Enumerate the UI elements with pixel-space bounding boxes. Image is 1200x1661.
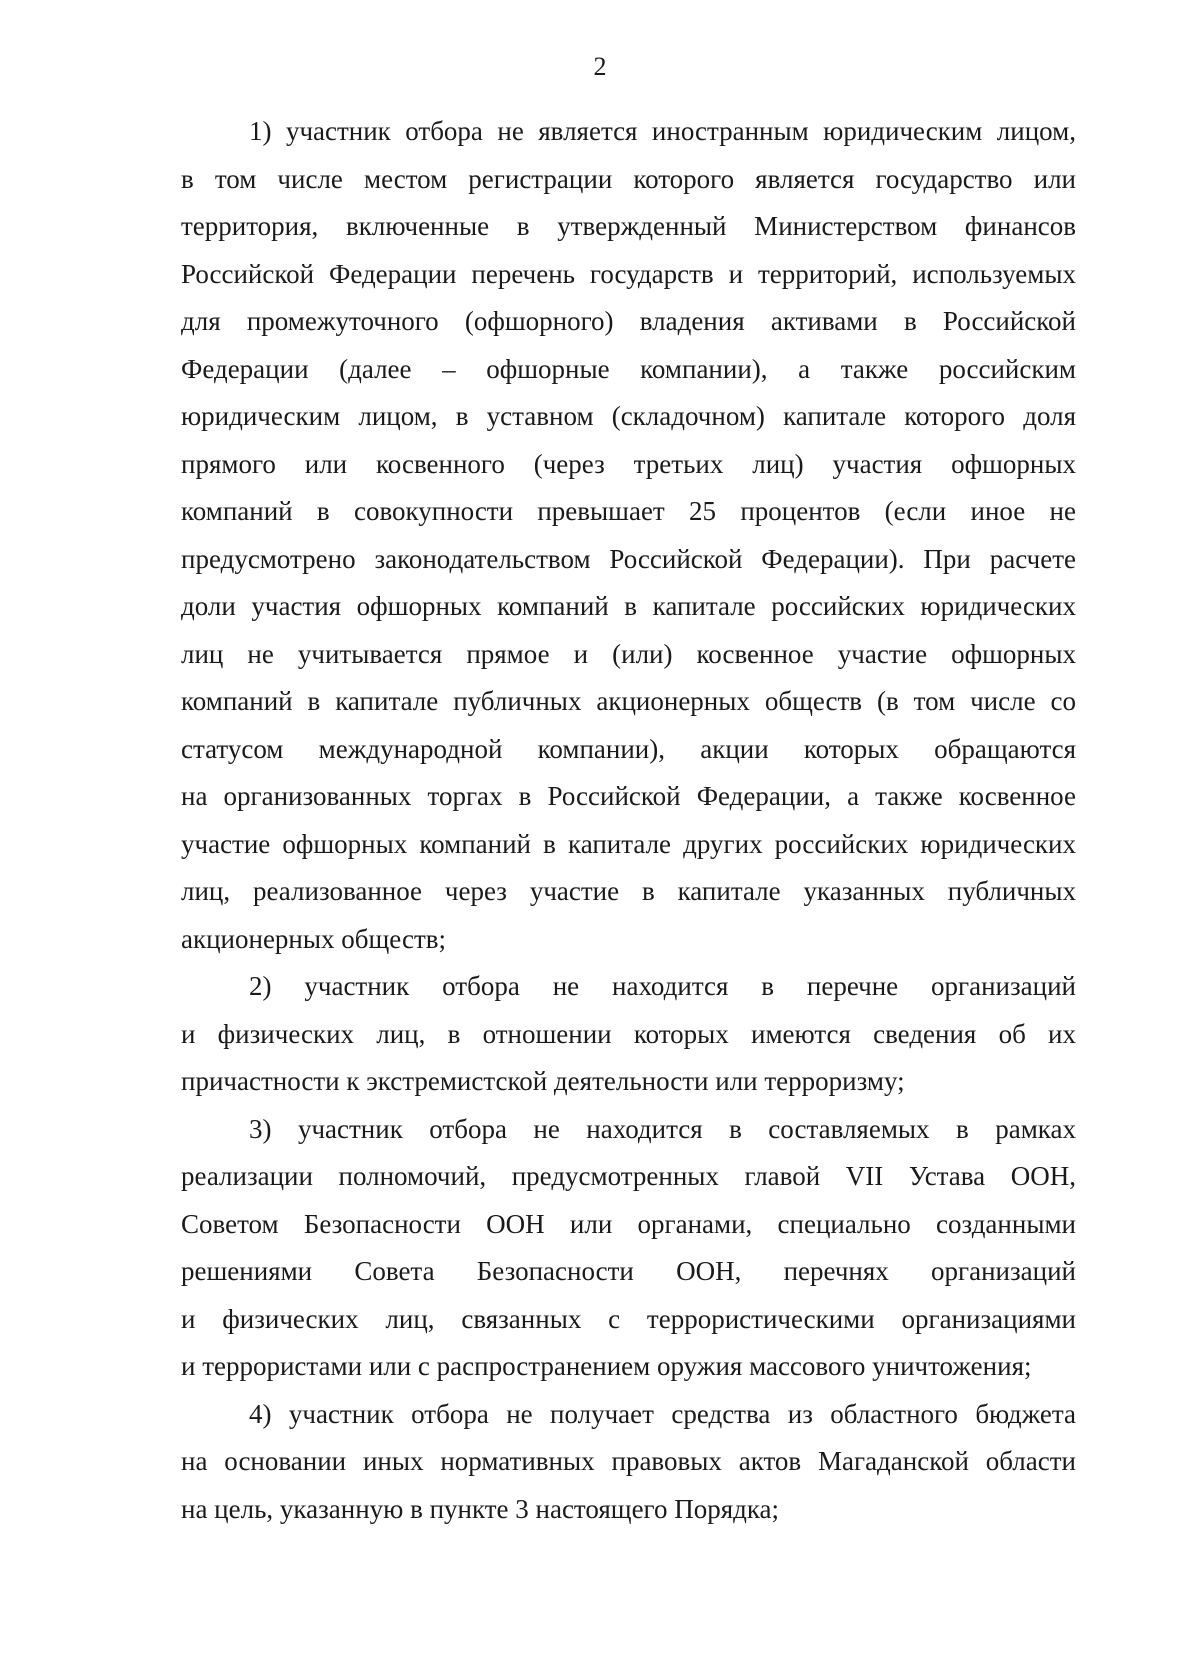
- text-line: в том числе местом регистрации которого является государство или: [181, 163, 1076, 194]
- text-line: доли участия офшорных компаний в капитале российских юридических: [181, 591, 1076, 621]
- text-line: и физических лиц, в отношении которых имеются сведения об их: [181, 1018, 1076, 1049]
- text-line: причастности к экстремистской деятельности или терроризму;: [181, 1066, 905, 1096]
- text-line: предусмотрено законодательством Российской Федерации). При расчете: [181, 543, 1076, 574]
- paragraph-item-3: [181, 1106, 1076, 1391]
- text-line: 3) участник отбора не находится в составляемых в рамках: [249, 1113, 1076, 1144]
- text-line: участие офшорных компаний в капитале других российских юридических: [181, 828, 1076, 859]
- text-line: статусом международной компании), акции которых обращаются: [181, 733, 1076, 764]
- text-line: и террористами или с распространением оружия массового уничтожения;: [181, 1351, 1032, 1381]
- text-line: и физических лиц, связанных с террористическими организациями: [181, 1303, 1076, 1334]
- page-number: 2: [593, 52, 607, 81]
- text-line: 1) участник отбора не является иностранным юридическим лицом,: [249, 116, 1076, 146]
- text-line: решениями Совета Безопасности ООН, перечнях организаций: [181, 1256, 1076, 1286]
- text-line: на организованных торгах в Российской Федерации, а также косвенное: [181, 781, 1076, 811]
- paragraph-item-2: [181, 963, 1076, 1106]
- text-line: юридическим лицом, в уставном (складочном) капитале которого доля: [181, 401, 1076, 431]
- text-line: 4) участник отбора не получает средства из областного бюджета: [249, 1398, 1076, 1429]
- text-line: компаний в совокупности превышает 25 процентов (если иное не: [181, 496, 1076, 526]
- text-line: Советом Безопасности ООН или органами, специально созданными: [181, 1208, 1076, 1239]
- text-line: на цель, указанную в пункте 3 настоящего Порядка;: [181, 1493, 780, 1524]
- text-line: территория, включенные в утвержденный Министерством финансов: [181, 211, 1076, 241]
- text-line: реализации полномочий, предусмотренных главой VII Устава ООН,: [181, 1161, 1076, 1191]
- text-line: на основании иных нормативных правовых актов Магаданской области: [181, 1446, 1076, 1476]
- text-line: для промежуточного (офшорного) владения активами в Российской: [181, 306, 1076, 336]
- text-line: лиц, реализованное через участие в капитале указанных публичных: [181, 876, 1076, 906]
- text-line: прямого или косвенного (через третьих лиц) участия офшорных: [181, 448, 1076, 479]
- text-line: акционерных обществ;: [181, 923, 446, 954]
- text-line: Российской Федерации перечень государств и территорий, используемых: [181, 258, 1076, 289]
- text-line: лиц не учитывается прямое и (или) косвенное участие офшорных: [181, 638, 1076, 669]
- text-line: 2) участник отбора не находится в перечне организаций: [249, 971, 1076, 1001]
- text-line: Федерации (далее – офшорные компании), а также российским: [181, 353, 1076, 384]
- text-line: компаний в капитале публичных акционерных обществ (в том числе со: [181, 686, 1076, 716]
- paragraph-item-4: [181, 1391, 1076, 1534]
- paragraph-item-1: [181, 108, 1076, 963]
- document-body: [181, 108, 1076, 1533]
